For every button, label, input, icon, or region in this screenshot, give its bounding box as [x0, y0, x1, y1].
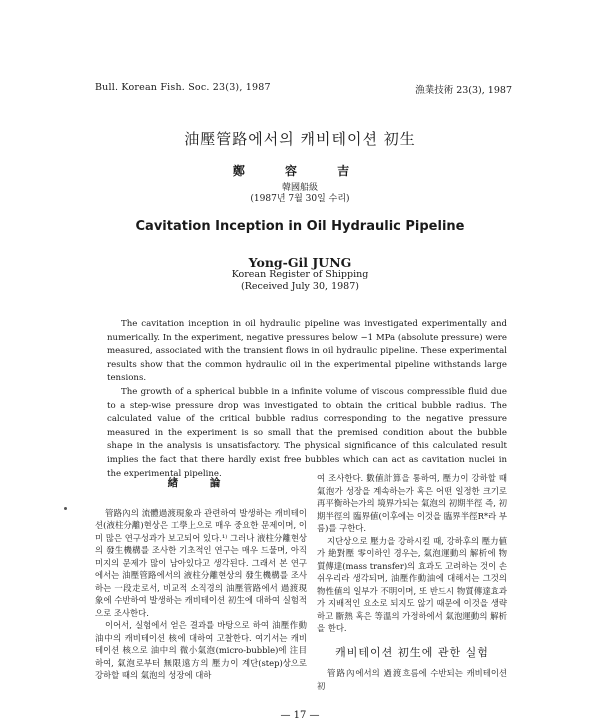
abstract	[107, 318, 507, 481]
abstract-paragraph-1: The cavitation inception in oil hydraulic pipeline was investigated experimentally and numerically. In the experiment, negative pressures below −1 MPa (absolute pressure) were measured, associated with the transient flows in oil hydraulic pipeline. These experimental results show that the common hydraulic oil in the experimental pipeline withstands large tensions.	[107, 319, 507, 384]
page-number: — 17 —	[280, 710, 320, 721]
journal-citation-en: Bull. Korean Fish. Soc. 23(3), 1987	[95, 82, 271, 93]
author-korean: 鄭 容 吉	[232, 164, 368, 178]
left-column	[95, 472, 307, 682]
abstract-paragraph-2: The growth of a spherical bubble in a infinite volume of viscous compressible fluid due to a step-wise pressure drop was investigated to obtain the critical bubble radius. The calculated value of the critical bubble radius corresponding to the negative pressure measured in the experiment is so small that the premised condition about the bubble shape in the analysis is unsatisfactory. The physical significance of this calculated result implies the fact that there hardly exist free bubbles which can act as cavitation nuclei in the experimental pipeline.	[107, 386, 507, 479]
intro-paragraph-1: 管路內의 流體過渡現象과 관련하여 발생하는 캐비테이션(液柱分離)현상은 工學上으로 매우 중요한 문제이며, 이미 많은 연구성과가 보고되어 있다.¹⁾ 그러나 液柱分離현상의 發生機構를 조사한 기초적인 연구는 매우 드물며, 아직 미지의 문제가 많이 남아있다고 생각된다. 그래서 본 연구에서는 油壓管路에서의 液柱分離현상의 發生機構를 조사하는 一段走로서, 비교적 소직경의 油壓管路에서 過渡現象에 수반하여 발생하는 캐비테이션 初生에 대하여 실험적으로 조사한다.	[95, 507, 307, 618]
margin-mark	[64, 507, 67, 510]
right-column	[317, 472, 507, 692]
intro-paragraph-2: 이어서, 실험에서 얻은 결과를 바탕으로 하여 油壓作動油中의 캐비테이션 核에 대하여 고찰한다. 여기서는 캐비테이션 核으로 油中의 微小氣泡(micro-bubble)에 注目하여, 氣泡로부터 無限遠方의 壓力이 계단(step)상으로 강하할 때의 氣泡의 성장에 대하	[95, 620, 307, 680]
received-date-korean: (1987년 7월 30일 수리)	[250, 194, 350, 204]
intro-heading: 緖 論	[167, 477, 235, 489]
title-english: Cavitation Inception in Oil Hydraulic Pipeline	[135, 219, 465, 234]
intro-paragraph-4: 지단상으로 壓力을 강하시킬 때, 강하후의 壓力値가 絶對壓 零이하인 경우는, 氣泡運動의 解析에 物質傳達(mass transfer)의 효과도 고려하는 것이 손쉬우리라 생각되며, 油壓作動油에 대해서는 그것의 物性値의 일부가 不明이며, 또 반드시 物質傳達효과가 지배적인 요소로 되지도 않기 때문에 이것을 생략하고 斷熱 혹은 等溫의 가정하에서 氣泡運動의 解析을 한다.	[317, 535, 507, 633]
received-date-english: (Received July 30, 1987)	[241, 281, 359, 292]
experiment-heading: 캐비테이션 初生에 관한 실험	[335, 645, 489, 659]
affiliation-korean: 韓國船級	[281, 183, 318, 193]
title-korean: 油壓管路에서의 캐비테이션 初生	[184, 130, 416, 148]
journal-citation-ko: 漁業技術 23(3), 1987	[415, 85, 512, 96]
affiliation-english: Korean Register of Shipping	[231, 269, 369, 280]
intro-paragraph-3: 여 조사한다. 數値計算을 통하여, 壓力이 강하할 때 氣泡가 성장을 계속하는가 혹은 어떤 일정한 크기로 再平衡하는가의 境界가되는 氣泡의 初期半徑 즉, 初期半徑의 臨界値(이후에는 이것을 臨界半徑R*라 부름)를 구한다.	[317, 473, 507, 533]
experiment-paragraph-1: 管路內에서의 過渡흐름에 수반되는 캐비테이션 初	[317, 668, 507, 691]
author-english: Yong-Gil JUNG	[248, 255, 352, 270]
